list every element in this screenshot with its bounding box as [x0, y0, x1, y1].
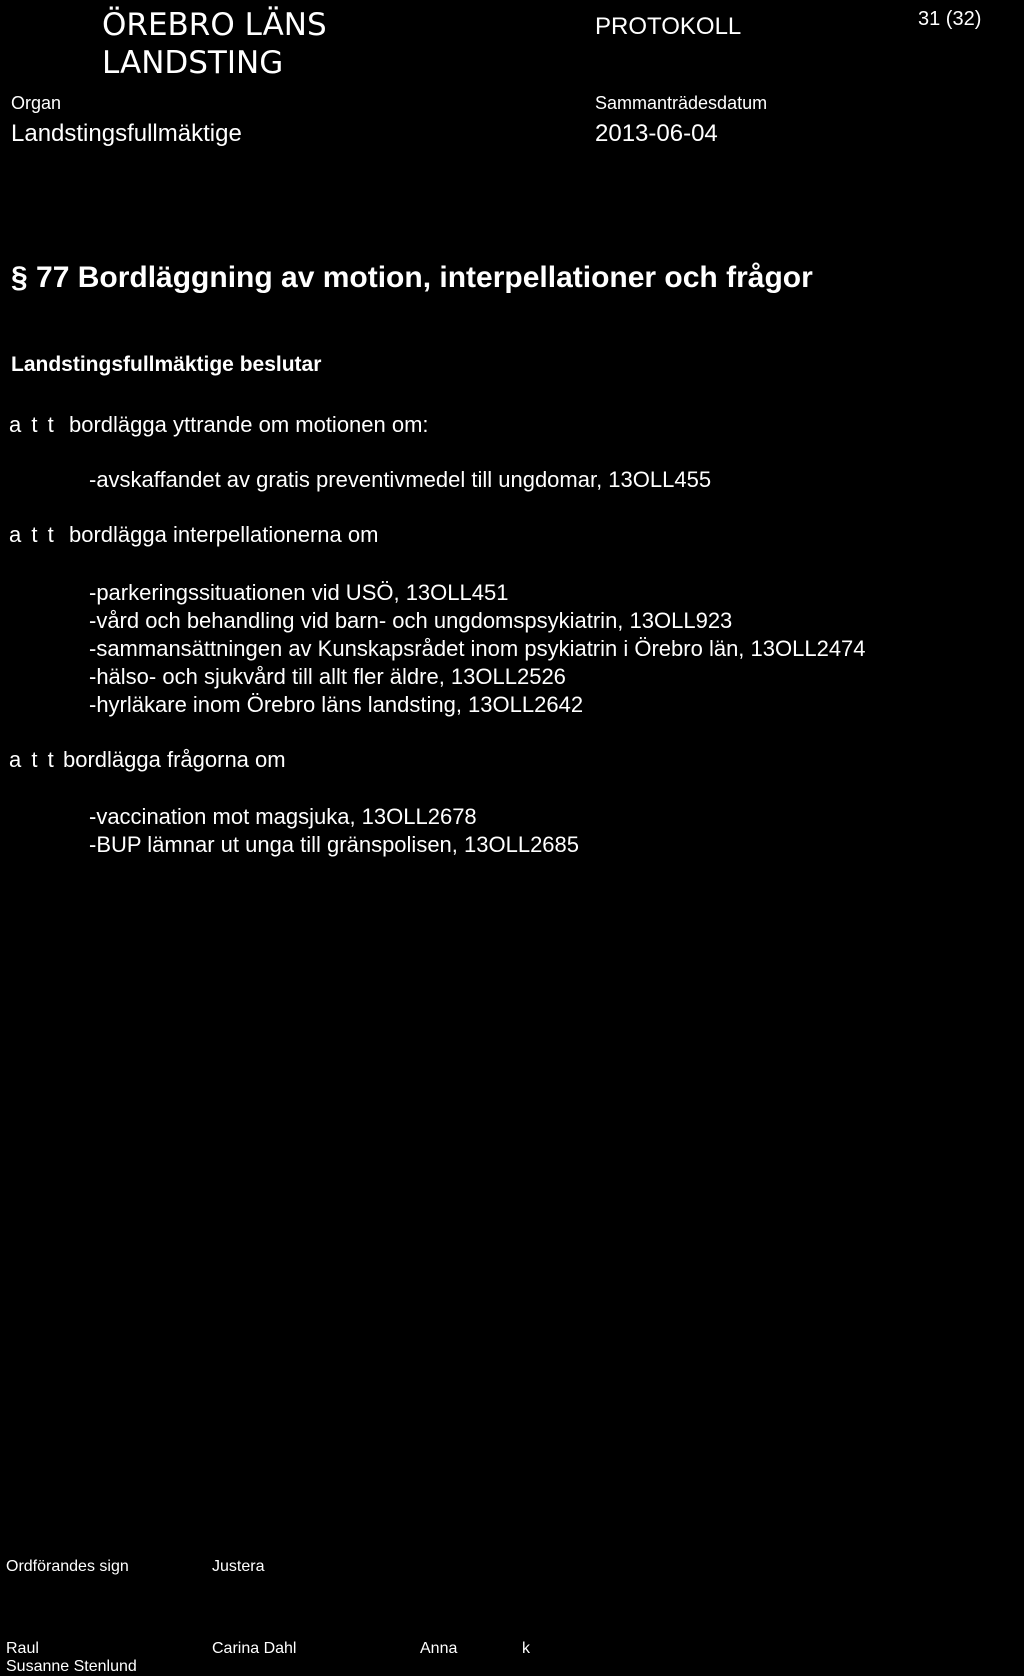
- signature-name: Susanne Stenlund: [6, 1658, 137, 1675]
- att-marker: a t t: [9, 522, 56, 547]
- decision-text: bordlägga frågorna om: [63, 747, 286, 772]
- section-title: § 77 Bordläggning av motion, interpellationer och frågor: [11, 261, 813, 294]
- decision-heading: Landstingsfullmäktige beslutar: [11, 353, 322, 376]
- list-item: -BUP lämnar ut unga till gränspolisen, 13OLL2685: [89, 832, 580, 857]
- decision-text: bordlägga interpellationerna om: [69, 522, 379, 547]
- list-item: -vård och behandling vid barn- och ungdomspsykiatrin, 13OLL923: [89, 608, 733, 633]
- list-item: -hälso- och sjukvård till allt fler äldre, 13OLL2526: [89, 664, 566, 689]
- meeting-date-value: 2013-06-04: [595, 120, 718, 147]
- signature-name: Anna: [420, 1640, 458, 1657]
- list-item: -parkeringssituationen vid USÖ, 13OLL451: [89, 580, 509, 605]
- adjust-label: Justera: [212, 1558, 265, 1575]
- list-item: -avskaffandet av gratis preventivmedel till ungdomar, 13OLL455: [89, 467, 712, 492]
- decision-text: bordlägga yttrande om motionen om:: [69, 412, 429, 437]
- organization-name-line1: ÖREBRO LÄNS: [102, 7, 327, 43]
- list-item: -sammansättningen av Kunskapsrådet inom psykiatrin i Örebro län, 13OLL2474: [89, 636, 866, 661]
- organization-name-line2: LANDSTING: [102, 45, 284, 81]
- signature-name: Raul: [6, 1640, 39, 1657]
- organ-value: Landstingsfullmäktige: [11, 120, 242, 147]
- signature-name: Carina Dahl: [212, 1640, 297, 1657]
- signature-name: k: [522, 1640, 530, 1657]
- chair-sign-label: Ordförandes sign: [6, 1558, 129, 1575]
- list-item: -vaccination mot magsjuka, 13OLL2678: [89, 804, 477, 829]
- organ-label: Organ: [11, 93, 62, 113]
- document-type: PROTOKOLL: [595, 13, 742, 40]
- att-marker: a t t: [9, 412, 56, 437]
- list-item: -hyrläkare inom Örebro läns landsting, 13OLL2642: [89, 692, 584, 717]
- att-marker: a t t: [9, 747, 56, 772]
- page-number: 31 (32): [918, 8, 982, 30]
- meeting-date-label: Sammanträdesdatum: [595, 93, 768, 113]
